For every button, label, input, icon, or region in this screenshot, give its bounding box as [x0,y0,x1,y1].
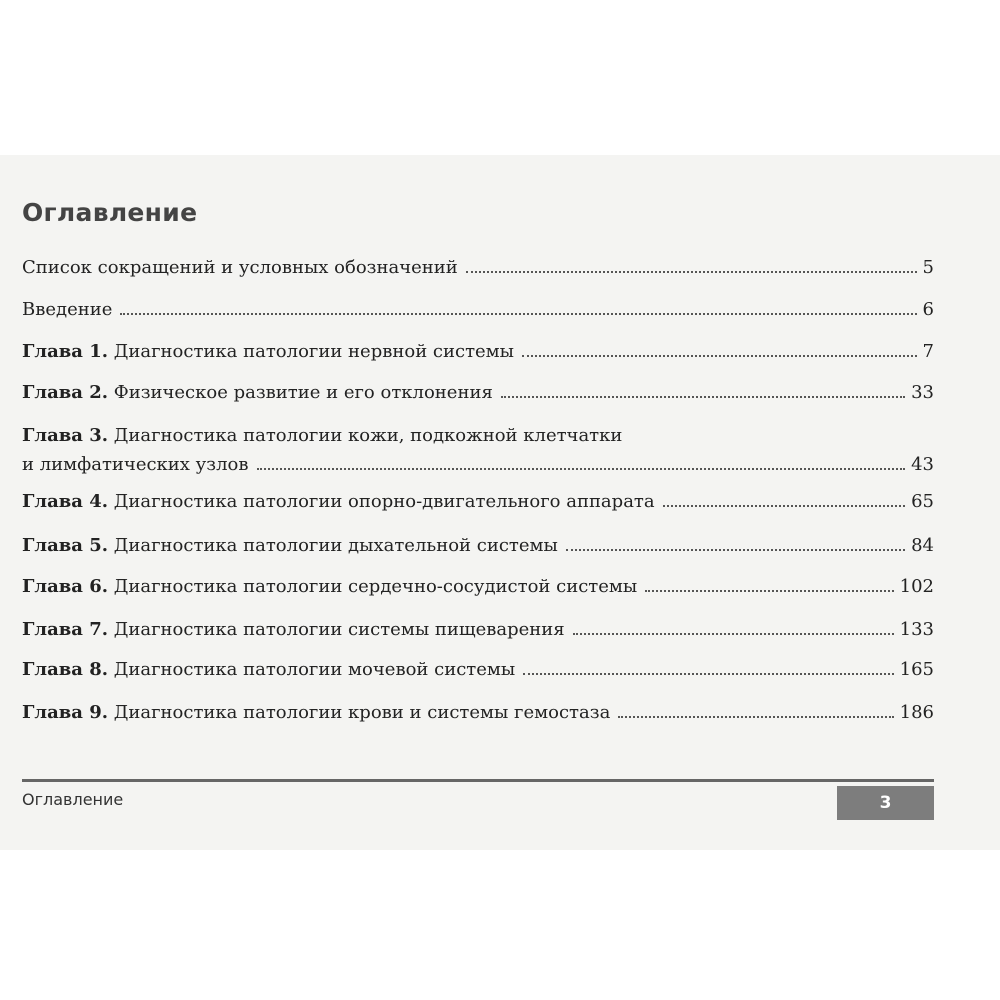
toc-entry-text: Диагностика патологии крови и системы гемостаза [113,702,611,723]
toc-entry-chapter-3 [22,425,934,478]
dot-leader [501,396,905,398]
toc-entry-text: Физическое развитие и его отклонения [113,382,493,403]
dot-leader [663,505,905,507]
toc-page-number: 33 [911,382,934,403]
dot-leader [645,590,893,592]
chapter-number: Глава 1. [22,341,109,362]
footer-divider [22,779,934,782]
dot-leader [573,633,894,635]
toc-page-number: 7 [922,341,934,362]
toc-entry-text: Диагностика патологии дыхательной системы [113,535,558,556]
toc-entry-chapter-8 [22,659,934,683]
toc-entry-text: Диагностика патологии системы пищеварения [113,619,565,640]
toc-entry-introduction [22,299,934,323]
dot-leader [120,313,916,315]
toc-page-number: 102 [899,576,934,597]
toc-entry-text: Диагностика патологии нервной системы [113,341,515,362]
toc-entry-abbreviations [22,257,934,281]
dot-leader [257,468,906,470]
dot-leader [566,549,905,551]
toc-entry-chapter-2 [22,382,934,406]
toc-entry-text: Диагностика патологии сердечно-сосудистой системы [113,576,638,597]
toc-page-number: 65 [911,491,934,512]
toc-page-number: 5 [922,257,934,278]
footer-section-label: Оглавление [22,790,124,809]
toc-entry-chapter-7 [22,619,934,643]
toc-entry-chapter-9 [22,702,934,726]
chapter-number: Глава 7. [22,619,109,640]
toc-page-number: 165 [899,659,934,680]
toc-entry-text-continued: и лимфатических узлов [22,454,249,475]
toc-page-number: 43 [911,454,934,475]
dot-leader [523,673,893,675]
toc-entry-text: Диагностика патологии опорно-двигательного аппарата [113,491,655,512]
toc-entry-text: Диагностика патологии кожи, подкожной клетчатки [113,425,623,446]
toc-entry-chapter-1 [22,341,934,365]
chapter-number: Глава 5. [22,535,109,556]
toc-page-number: 133 [899,619,934,640]
chapter-number: Глава 8. [22,659,109,680]
chapter-number: Глава 3. [22,425,109,446]
toc-entry-chapter-4 [22,491,934,515]
chapter-number: Глава 9. [22,702,109,723]
chapter-number: Глава 2. [22,382,109,403]
toc-entry-chapter-5 [22,535,934,559]
toc-entry-chapter-6 [22,576,934,600]
toc-page-number: 6 [922,299,934,320]
dot-leader [522,355,917,357]
toc-page-number: 186 [899,702,934,723]
toc-entry-text: Введение [22,299,113,320]
toc-page-number: 84 [911,535,934,556]
page-title: Оглавление [22,198,198,227]
footer-page-number: 3 [837,786,934,820]
dot-leader [466,271,917,273]
toc-entry-text: Список сокращений и условных обозначений [22,257,458,278]
chapter-number: Глава 4. [22,491,109,512]
toc-entry-text: Диагностика патологии мочевой системы [113,659,516,680]
chapter-number: Глава 6. [22,576,109,597]
dot-leader [618,716,893,718]
